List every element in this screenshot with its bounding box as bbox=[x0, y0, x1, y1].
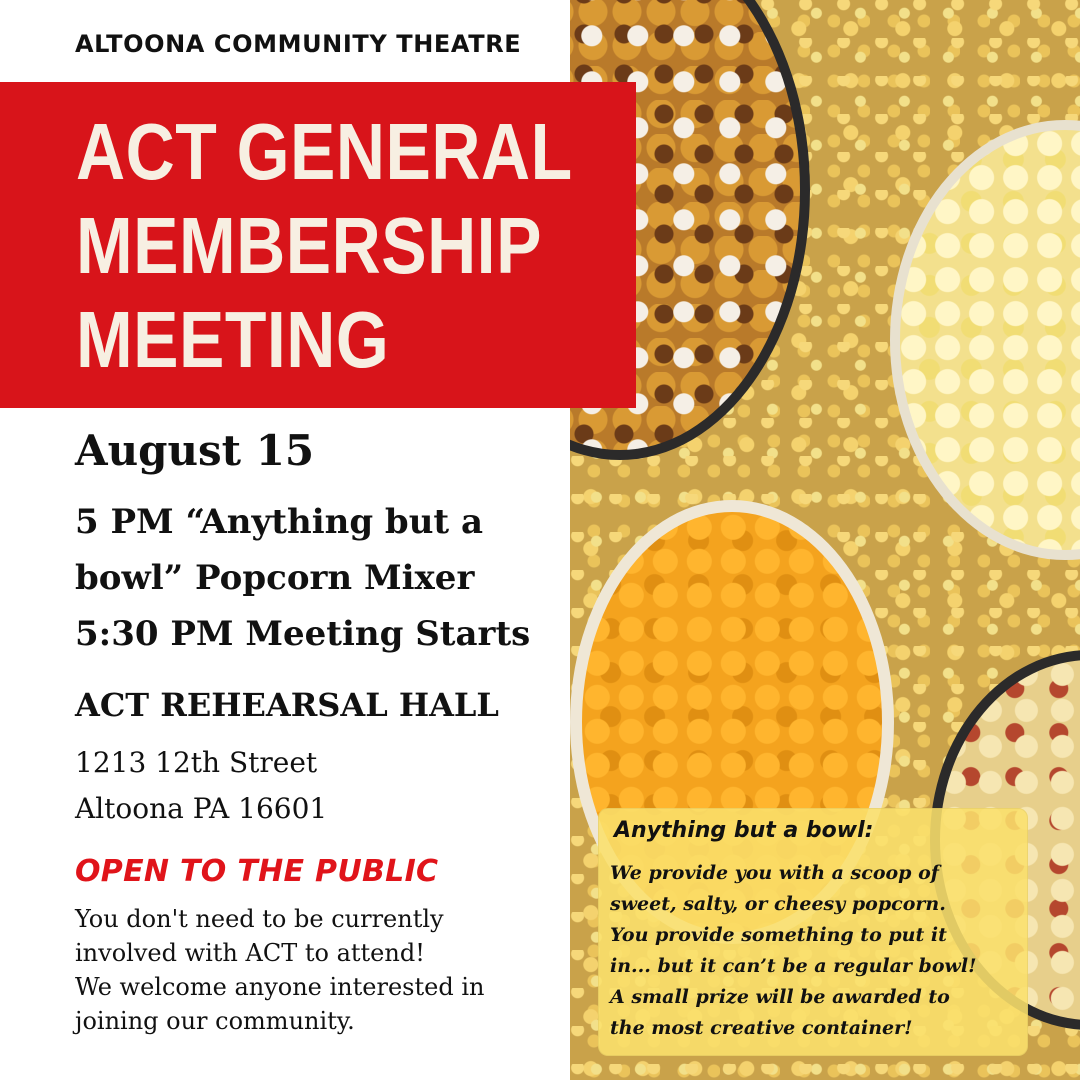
address-street: 1213 12th Street bbox=[75, 746, 318, 779]
callout-line: the most creative container! bbox=[610, 1017, 913, 1039]
callout-line: in... but it can’t be a regular bowl! bbox=[610, 955, 977, 977]
popcorn-photo bbox=[570, 0, 1080, 1080]
callout-title: Anything but a bowl: bbox=[614, 818, 874, 843]
description-line: involved with ACT to attend! bbox=[75, 939, 425, 967]
location-name: ACT REHEARSAL HALL bbox=[75, 686, 499, 724]
butter-popcorn-bowl bbox=[890, 120, 1080, 560]
schedule-line: 5:30 PM Meeting Starts bbox=[75, 614, 531, 654]
location-address bbox=[75, 740, 555, 832]
banner-line: ACT GENERAL bbox=[76, 107, 573, 197]
schedule-line: bowl” Popcorn Mixer bbox=[75, 558, 475, 598]
callout-line: We provide you with a scoop of bbox=[610, 862, 939, 884]
description-line: joining our community. bbox=[75, 1007, 355, 1035]
public-description bbox=[75, 902, 545, 1038]
organization-name: ALTOONA COMMUNITY THEATRE bbox=[75, 30, 522, 58]
event-date: August 15 bbox=[75, 426, 315, 475]
schedule-line: 5 PM “Anything but a bbox=[75, 502, 483, 542]
callout-line: A small prize will be awarded to bbox=[610, 986, 950, 1008]
callout-line: sweet, salty, or cheesy popcorn. bbox=[610, 893, 946, 915]
callout-text bbox=[610, 858, 1020, 1044]
open-to-public-heading: OPEN TO THE PUBLIC bbox=[75, 854, 439, 889]
callout-line: You provide something to put it bbox=[610, 924, 947, 946]
banner-line: MEMBERSHIP bbox=[76, 201, 542, 291]
meeting-title-banner bbox=[0, 82, 636, 408]
description-line: You don't need to be currently bbox=[75, 905, 444, 933]
anything-but-a-bowl-callout bbox=[598, 808, 1028, 1056]
address-city: Altoona PA 16601 bbox=[75, 792, 328, 825]
description-line: We welcome anyone interested in bbox=[75, 973, 485, 1001]
event-schedule bbox=[75, 494, 575, 662]
banner-line: MEETING bbox=[76, 295, 390, 385]
